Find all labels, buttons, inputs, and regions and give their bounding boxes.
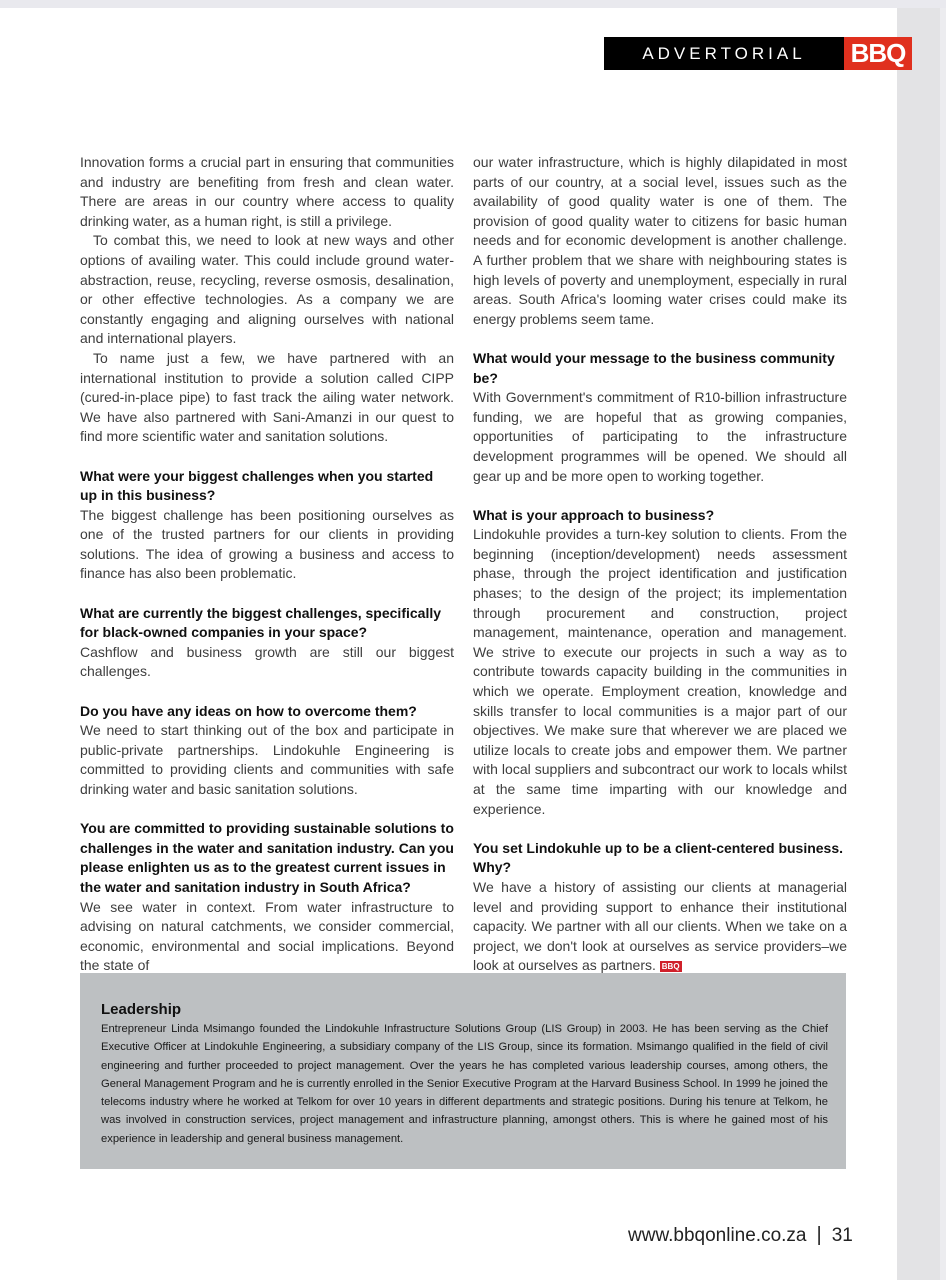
page-side-strip: [897, 8, 946, 1280]
answer-paragraph-4-continued: our water infrastructure, which is highly dilapidated in most parts of our country, at a social level, issues such as the availability of good quality water is one of them. The provision of good quality water to citizens for basic human needs and for economic development is another challenge. A further problem that we share with neighbouring states is high levels of poverty and unemployment, especially in rural areas. South Africa's looming water crises could make its energy problems seem tame.: [473, 154, 847, 327]
answer-paragraph-6: Lindokuhle provides a turn-key solution to clients. From the beginning (inception/development) needs assessment phase, through the project identification and justification phases; to the design of the project; its implementation through procurement and construction, project management, maintenance, operation and management. We strive to execute our projects in such a way as to contribute towards capacity building in the communities in which we operate. Employment creation, knowledge and skills transfer to local communities is a major part of our objectives. We make sure that wherever we are placed we utilize locals to create jobs and empower them. We partner with local suppliers and subcontract our work to locals whilst at the same time imparting with our knowledge and experience.: [473, 526, 847, 817]
banner-label: ADVERTORIAL: [604, 37, 844, 70]
leadership-body: Entrepreneur Linda Msimango founded the Lindokuhle Infrastructure Solutions Group (LIS Group) in 2003. He has been serving as the Chief Executive Officer at Lindokuhle Engineering, a subsidiary company of the LIS Group, since its formation. Msimango qualified in the field of civil engineering and further proceeded to project management. Over the years he has completed various leadership courses, among others, the General Management Program and he is currently enrolled in the Senior Executive Program at the Harvard Business School. In 1999 he joined the telecoms industry where he worked at Telkom for over 10 years in different departments and strategic positions. During his tenure at Telkom, he was involved in construction services, project management and infrastructure planning, amongst others. This is where he gained most of his experience in leadership and general business management.: [101, 1023, 828, 1145]
question-heading-4: You are committed to providing sustainable solutions to challenges in the water and sanitation industry. Can you please enlighten us as to the greatest current issues in the water and sanitation industry in South Africa?: [80, 820, 454, 895]
advertorial-banner: [604, 37, 912, 70]
question-heading-7: You set Lindokuhle up to be a client-centered business. Why?: [473, 839, 844, 876]
footer-url: www.bbqonline.co.za: [628, 1224, 807, 1246]
intro-paragraph-2: To combat this, we need to look at new ways and other options of availing water. This could include ground water-abstraction, reuse, recycling, reverse osmosis, desalination, or other effective technologies. As a company we are constantly engaging and aligning ourselves with national and international players.: [80, 232, 454, 347]
page-side-edge: [940, 8, 946, 1280]
bbq-logo-icon: BBQ: [844, 37, 912, 70]
answer-paragraph-7: [473, 878, 847, 976]
question-heading-3: Do you have any ideas on how to overcome them?: [80, 702, 417, 719]
intro-paragraph-1: Innovation forms a crucial part in ensuring that communities and industry are benefiting from fresh and clean water. There are areas in our country where access to quality drinking water, as a human right, is still a privilege.: [80, 154, 454, 229]
intro-paragraph-3: To name just a few, we have partnered with an international institution to provide a solution called CIPP (cured-in-place pipe) to fast track the ailing water network. We have also partnered with Sani-Amanzi in our quest to find more scientific water and sanitation solutions.: [80, 349, 454, 445]
question-heading-6: What is your approach to business?: [473, 506, 715, 523]
answer-paragraph-2: Cashflow and business growth are still our biggest challenges.: [80, 643, 454, 680]
question-heading-5: What would your message to the business community be?: [473, 349, 835, 386]
left-column: [80, 153, 454, 976]
page-number: 31: [831, 1224, 853, 1246]
answer-paragraph-3: We need to start thinking out of the box and participate in public-private partnerships. Lindokuhle Engineering is committed to providing clients and communities with safe drinking water and basic sanitation solutions.: [80, 722, 454, 797]
answer-paragraph-5: With Government's commitment of R10-billion infrastructure funding, we are hopeful that as growing companies, opportunities of participating to the infrastructure development programmes will be opened. We should all gear up and be more open to working together.: [473, 389, 847, 484]
question-heading-1: What were your biggest challenges when you started up in this business?: [80, 467, 434, 504]
bbq-end-mark-icon: BBQ: [661, 962, 680, 972]
answer-paragraph-4: We see water in context. From water infrastructure to advising on natural catchments, we consider commercial, economic, environmental and social implications. Beyond the state of: [80, 898, 454, 974]
answer-paragraph-7-text: We have a history of assisting our clients at managerial level and providing support to enhance their institutional capacity. We partner with all our clients. When we take on a project, we don't look at ourselves as service providers–we look at ourselves as partners.: [473, 878, 847, 974]
right-column: [473, 153, 847, 976]
answer-paragraph-1: The biggest challenge has been positioning ourselves as one of the trusted partners for our clients in providing solutions. The idea of growing a business and access to finance has also been problematic.: [80, 506, 454, 582]
page-footer: [628, 1224, 853, 1247]
question-heading-2: What are currently the biggest challenges, specifically for black-owned companies in your space?: [80, 604, 442, 641]
footer-separator: |: [816, 1224, 822, 1246]
leadership-box: [80, 973, 846, 1169]
leadership-title: Leadership: [101, 1001, 182, 1018]
page-top-edge: [0, 0, 946, 8]
